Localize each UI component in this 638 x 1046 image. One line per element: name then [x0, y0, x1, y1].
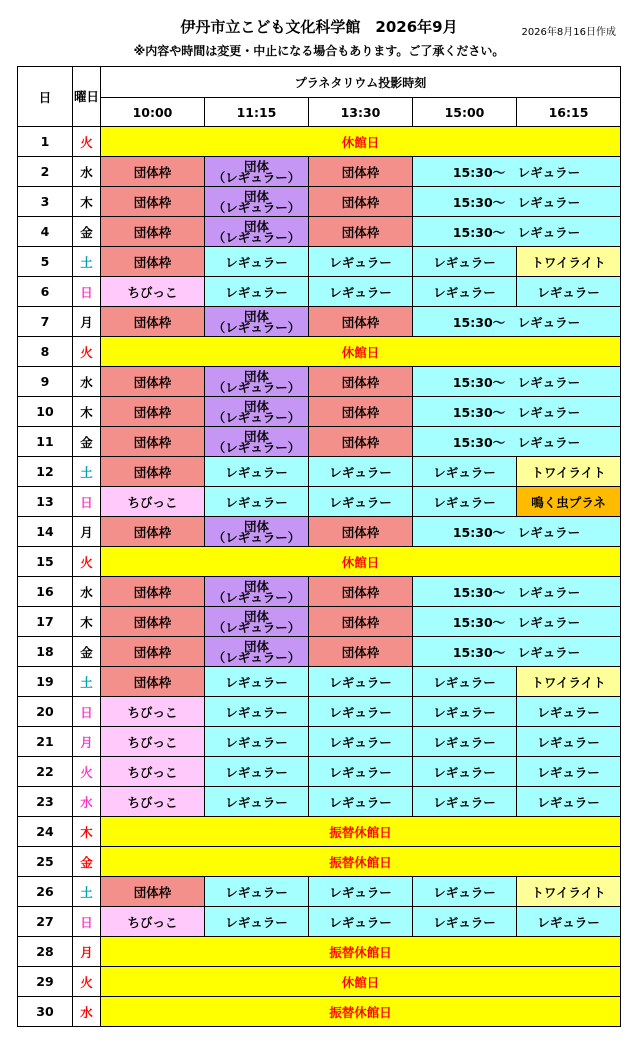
table-row	[18, 727, 621, 757]
weekday: 月	[73, 307, 101, 337]
slot-group-regular	[205, 187, 309, 217]
slot-regular-1530: 15:30～ レギュラー	[413, 217, 621, 247]
slot-group-regular-line2: （レギュラー）	[212, 409, 301, 425]
weekday: 水	[73, 367, 101, 397]
slot-regular: レギュラー	[517, 727, 621, 757]
table-row	[18, 577, 621, 607]
slot-group: 団体枠	[101, 427, 205, 457]
slot-group-regular-line2: （レギュラー）	[212, 379, 301, 395]
slot-group-regular-line1: 団体	[243, 428, 269, 444]
slot-group: 団体枠	[309, 607, 413, 637]
weekday: 火	[73, 547, 101, 577]
slot-group-regular-line2: （レギュラー）	[212, 649, 301, 665]
weekday: 金	[73, 637, 101, 667]
slot-regular-1530: 15:30～ レギュラー	[413, 307, 621, 337]
weekday: 月	[73, 727, 101, 757]
day-number: 13	[18, 487, 73, 517]
weekday: 土	[73, 877, 101, 907]
slot-group: 団体枠	[309, 157, 413, 187]
table-row	[18, 337, 621, 367]
slot-regular-1530: 15:30～ レギュラー	[413, 157, 621, 187]
slot-group-regular	[205, 427, 309, 457]
slot-group: 団体枠	[101, 607, 205, 637]
day-number: 6	[18, 277, 73, 307]
slot-regular: レギュラー	[205, 457, 309, 487]
slot-chibikko: ちびっこ	[101, 277, 205, 307]
slot-group-regular-line1: 団体	[243, 308, 269, 324]
day-number: 8	[18, 337, 73, 367]
slot-regular: レギュラー	[309, 727, 413, 757]
slot-regular: レギュラー	[309, 697, 413, 727]
slot-chibikko: ちびっこ	[101, 697, 205, 727]
slot-regular: レギュラー	[413, 487, 517, 517]
slot-group-regular-line2: （レギュラー）	[212, 319, 301, 335]
slot-group: 団体枠	[309, 307, 413, 337]
slot-regular: レギュラー	[309, 787, 413, 817]
table-row	[18, 457, 621, 487]
table-row	[18, 997, 621, 1027]
weekday: 日	[73, 907, 101, 937]
slot-regular: レギュラー	[205, 787, 309, 817]
table-row	[18, 217, 621, 247]
day-number: 14	[18, 517, 73, 547]
slot-regular: レギュラー	[517, 757, 621, 787]
slot-group: 団体枠	[101, 367, 205, 397]
weekday: 木	[73, 397, 101, 427]
day-number: 16	[18, 577, 73, 607]
day-number: 27	[18, 907, 73, 937]
slot-regular: レギュラー	[309, 757, 413, 787]
slot-regular-1530: 15:30～ レギュラー	[413, 367, 621, 397]
slot-regular: レギュラー	[309, 907, 413, 937]
weekday: 日	[73, 697, 101, 727]
table-row	[18, 367, 621, 397]
slot-regular: レギュラー	[205, 877, 309, 907]
slot-group: 団体枠	[309, 397, 413, 427]
table-row	[18, 397, 621, 427]
day-number: 18	[18, 637, 73, 667]
weekday: 土	[73, 457, 101, 487]
weekday: 火	[73, 127, 101, 157]
table-row	[18, 487, 621, 517]
header-time-4: 16:15	[517, 98, 621, 127]
day-number: 10	[18, 397, 73, 427]
slot-group: 団体枠	[309, 187, 413, 217]
day-number: 4	[18, 217, 73, 247]
slot-regular: レギュラー	[413, 667, 517, 697]
slot-regular: レギュラー	[517, 697, 621, 727]
weekday: 水	[73, 787, 101, 817]
day-number: 11	[18, 427, 73, 457]
slot-group-regular	[205, 637, 309, 667]
weekday: 火	[73, 757, 101, 787]
weekday: 火	[73, 337, 101, 367]
page-title: 伊丹市立こども文化科学館 2026年9月	[180, 18, 458, 36]
weekday: 水	[73, 157, 101, 187]
slot-regular: レギュラー	[413, 877, 517, 907]
table-row	[18, 307, 621, 337]
slot-group-regular-line2: （レギュラー）	[212, 199, 301, 215]
schedule-body	[18, 67, 621, 1027]
day-number: 20	[18, 697, 73, 727]
slot-regular: レギュラー	[413, 277, 517, 307]
day-number: 30	[18, 997, 73, 1027]
closed-day-label: 振替休館日	[101, 817, 621, 847]
day-number: 17	[18, 607, 73, 637]
header-weekday	[73, 67, 101, 127]
slot-twilight: トワイライト	[517, 457, 621, 487]
slot-regular: レギュラー	[413, 787, 517, 817]
slot-group-regular-line1: 団体	[243, 608, 269, 624]
slot-regular: レギュラー	[413, 727, 517, 757]
slot-regular: レギュラー	[205, 907, 309, 937]
closed-day-label: 休館日	[101, 127, 621, 157]
slot-group: 団体枠	[101, 187, 205, 217]
slot-regular-1530: 15:30～ レギュラー	[413, 187, 621, 217]
slot-group: 団体枠	[101, 247, 205, 277]
weekday: 金	[73, 427, 101, 457]
slot-group-regular-line1: 団体	[243, 578, 269, 594]
day-number: 7	[18, 307, 73, 337]
header-day: 日	[18, 67, 73, 127]
slot-regular: レギュラー	[309, 457, 413, 487]
weekday: 金	[73, 217, 101, 247]
slot-group-regular-line1: 団体	[243, 398, 269, 414]
slot-twilight: トワイライト	[517, 667, 621, 697]
created-date: 2026年8月16日作成	[521, 27, 616, 38]
day-number: 15	[18, 547, 73, 577]
slot-regular: レギュラー	[413, 247, 517, 277]
slot-group: 団体枠	[309, 577, 413, 607]
table-row	[18, 847, 621, 877]
schedule-table	[17, 66, 621, 1027]
slot-regular-1530: 15:30～ レギュラー	[413, 517, 621, 547]
slot-group-regular	[205, 367, 309, 397]
slot-group-regular	[205, 607, 309, 637]
slot-group-regular-line1: 団体	[243, 158, 269, 174]
slot-group: 団体枠	[309, 517, 413, 547]
slot-group: 団体枠	[309, 637, 413, 667]
table-row	[18, 697, 621, 727]
table-row	[18, 127, 621, 157]
slot-group-regular	[205, 577, 309, 607]
slot-chibikko: ちびっこ	[101, 757, 205, 787]
slot-regular: レギュラー	[413, 907, 517, 937]
weekday: 月	[73, 937, 101, 967]
slot-group: 団体枠	[101, 517, 205, 547]
slot-regular: レギュラー	[413, 697, 517, 727]
day-number: 23	[18, 787, 73, 817]
slot-regular: レギュラー	[517, 907, 621, 937]
weekday: 木	[73, 607, 101, 637]
slot-group: 団体枠	[309, 367, 413, 397]
slot-regular: レギュラー	[309, 877, 413, 907]
table-row	[18, 517, 621, 547]
slot-regular: レギュラー	[205, 247, 309, 277]
weekday: 日	[73, 487, 101, 517]
slot-group-regular-line2: （レギュラー）	[212, 589, 301, 605]
slot-group-regular-line2: （レギュラー）	[212, 619, 301, 635]
slot-chibikko: ちびっこ	[101, 907, 205, 937]
slot-regular: レギュラー	[205, 757, 309, 787]
slot-group: 団体枠	[101, 577, 205, 607]
weekday: 水	[73, 997, 101, 1027]
table-row	[18, 427, 621, 457]
table-row	[18, 247, 621, 277]
slot-group-regular-line1: 団体	[243, 368, 269, 384]
table-row	[18, 937, 621, 967]
closed-day-label: 休館日	[101, 967, 621, 997]
slot-regular: レギュラー	[205, 727, 309, 757]
slot-group: 団体枠	[101, 457, 205, 487]
slot-chibikko: ちびっこ	[101, 787, 205, 817]
table-row	[18, 637, 621, 667]
day-number: 5	[18, 247, 73, 277]
slot-regular: レギュラー	[517, 277, 621, 307]
day-number: 26	[18, 877, 73, 907]
header-time-1: 11:15	[205, 98, 309, 127]
slot-group-regular	[205, 397, 309, 427]
table-row	[18, 877, 621, 907]
slot-regular-1530: 15:30～ レギュラー	[413, 397, 621, 427]
day-number: 22	[18, 757, 73, 787]
day-number: 1	[18, 127, 73, 157]
weekday: 木	[73, 817, 101, 847]
slot-group: 団体枠	[101, 307, 205, 337]
slot-group-regular-line2: （レギュラー）	[212, 169, 301, 185]
table-row	[18, 817, 621, 847]
table-row	[18, 547, 621, 577]
slot-regular-1530: 15:30～ レギュラー	[413, 637, 621, 667]
slot-group: 団体枠	[101, 397, 205, 427]
weekday: 水	[73, 577, 101, 607]
slot-chibikko: ちびっこ	[101, 487, 205, 517]
slot-regular-1530: 15:30～ レギュラー	[413, 577, 621, 607]
closed-day-label: 休館日	[101, 547, 621, 577]
table-row	[18, 667, 621, 697]
slot-group-regular-line1: 団体	[243, 188, 269, 204]
header-weekday-text: 曜日	[73, 88, 99, 104]
table-row	[18, 607, 621, 637]
slot-twilight: トワイライト	[517, 877, 621, 907]
day-number: 25	[18, 847, 73, 877]
slot-regular: レギュラー	[205, 277, 309, 307]
weekday: 木	[73, 187, 101, 217]
header-planetarium-times: プラネタリウム投影時刻	[101, 67, 621, 98]
day-number: 12	[18, 457, 73, 487]
slot-chibikko: ちびっこ	[101, 727, 205, 757]
header-time-0: 10:00	[101, 98, 205, 127]
slot-group: 団体枠	[101, 667, 205, 697]
slot-group-regular-line2: （レギュラー）	[212, 439, 301, 455]
weekday: 土	[73, 247, 101, 277]
slot-regular-1530: 15:30～ レギュラー	[413, 607, 621, 637]
day-number: 21	[18, 727, 73, 757]
table-row	[18, 277, 621, 307]
header-time-2: 13:30	[309, 98, 413, 127]
weekday: 金	[73, 847, 101, 877]
slot-group: 団体枠	[309, 427, 413, 457]
slot-twilight: トワイライト	[517, 247, 621, 277]
day-number: 24	[18, 817, 73, 847]
slot-regular: レギュラー	[309, 487, 413, 517]
slot-regular: レギュラー	[205, 667, 309, 697]
header-time-3: 15:00	[413, 98, 517, 127]
table-row	[18, 787, 621, 817]
slot-regular: レギュラー	[413, 457, 517, 487]
weekday: 月	[73, 517, 101, 547]
day-number: 29	[18, 967, 73, 997]
closed-day-label: 振替休館日	[101, 847, 621, 877]
slot-group-regular	[205, 157, 309, 187]
weekday: 日	[73, 277, 101, 307]
day-number: 28	[18, 937, 73, 967]
closed-day-label: 振替休館日	[101, 997, 621, 1027]
slot-regular: レギュラー	[517, 787, 621, 817]
weekday: 火	[73, 967, 101, 997]
day-number: 9	[18, 367, 73, 397]
slot-group-regular	[205, 217, 309, 247]
weekday: 土	[73, 667, 101, 697]
table-row	[18, 157, 621, 187]
slot-regular: レギュラー	[205, 487, 309, 517]
slot-group-regular-line1: 団体	[243, 218, 269, 234]
day-number: 19	[18, 667, 73, 697]
header-times-row	[18, 98, 621, 127]
table-row	[18, 907, 621, 937]
closed-day-label: 振替休館日	[101, 937, 621, 967]
slot-group: 団体枠	[101, 637, 205, 667]
slot-special: 鳴く虫プラネ	[517, 487, 621, 517]
slot-regular: レギュラー	[309, 247, 413, 277]
slot-regular: レギュラー	[309, 277, 413, 307]
slot-regular: レギュラー	[309, 667, 413, 697]
day-number: 2	[18, 157, 73, 187]
slot-regular: レギュラー	[413, 757, 517, 787]
slot-group-regular-line1: 団体	[243, 518, 269, 534]
table-row	[18, 187, 621, 217]
slot-group: 団体枠	[101, 217, 205, 247]
slot-group-regular	[205, 517, 309, 547]
slot-group-regular-line1: 団体	[243, 638, 269, 654]
slot-group: 団体枠	[101, 877, 205, 907]
closed-day-label: 休館日	[101, 337, 621, 367]
table-row	[18, 757, 621, 787]
day-number: 3	[18, 187, 73, 217]
slot-group-regular-line2: （レギュラー）	[212, 529, 301, 545]
slot-group: 団体枠	[101, 157, 205, 187]
slot-regular: レギュラー	[205, 697, 309, 727]
slot-regular-1530: 15:30～ レギュラー	[413, 427, 621, 457]
slot-group-regular-line2: （レギュラー）	[212, 229, 301, 245]
slot-group: 団体枠	[309, 217, 413, 247]
table-row	[18, 967, 621, 997]
slot-group-regular	[205, 307, 309, 337]
notice-text: ※内容や時間は変更・中止になる場合もあります。ご了承ください。	[133, 44, 505, 58]
